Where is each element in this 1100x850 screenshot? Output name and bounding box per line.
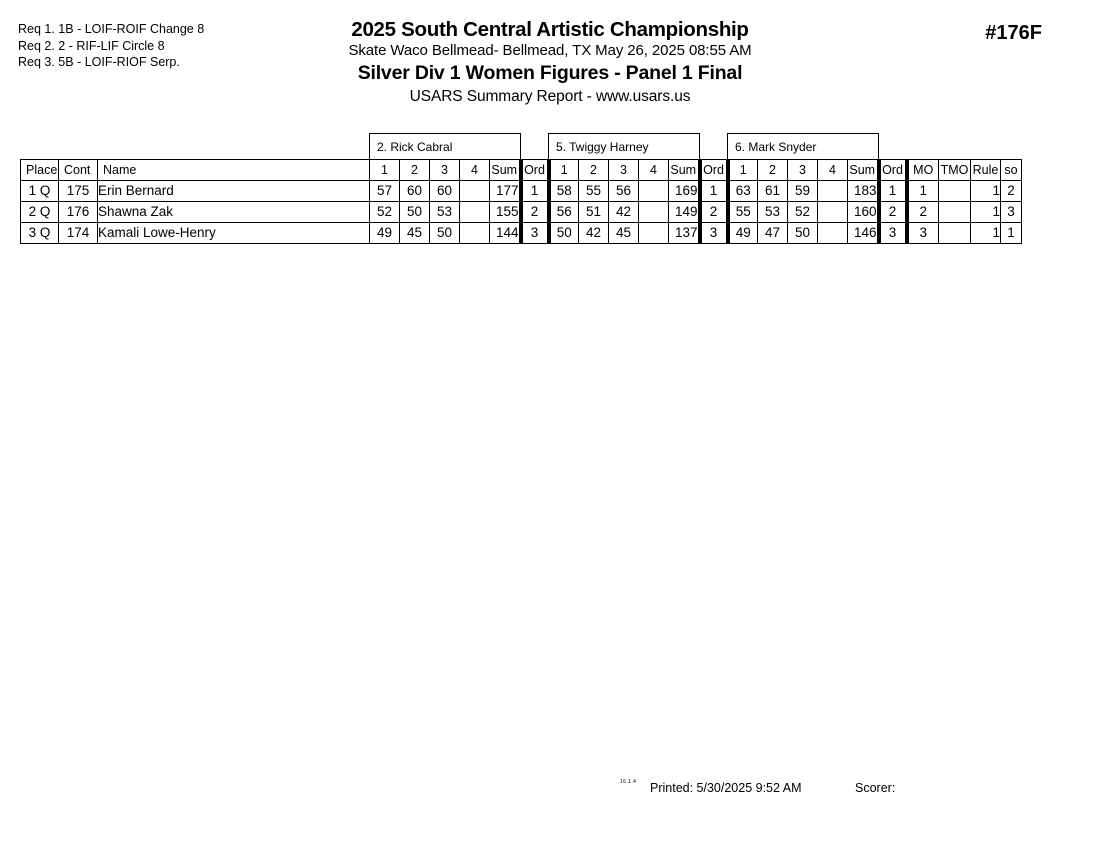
- row-place: 3 Q: [21, 223, 59, 244]
- row-name: Kamali Lowe-Henry: [98, 223, 370, 244]
- row-tmo: [939, 181, 971, 202]
- requirement-line-1: Req 1. 1B - LOIF-ROIF Change 8: [18, 22, 205, 36]
- row-so: 3: [1001, 202, 1022, 223]
- row-j3-score-1: 55: [728, 202, 758, 223]
- row-name: Shawna Zak: [98, 202, 370, 223]
- division-title: Silver Div 1 Women Figures - Panel 1 Final: [357, 62, 743, 84]
- row-j1-score-2: 50: [400, 202, 430, 223]
- header-j1-score-2: 2: [400, 160, 430, 181]
- results-table: [20, 133, 1022, 244]
- row-j3-sum: 183: [848, 181, 879, 202]
- row-tmo: [939, 223, 971, 244]
- table-row: [21, 202, 1022, 223]
- row-place: 2 Q: [21, 202, 59, 223]
- row-j2-score-4: [639, 202, 669, 223]
- table-row: [21, 223, 1022, 244]
- row-j2-score-2: 55: [579, 181, 609, 202]
- judge-header-1: 2. Rick Cabral: [370, 134, 521, 160]
- header-j3-score-1: 1: [728, 160, 758, 181]
- header-j2-score-2: 2: [579, 160, 609, 181]
- row-j3-ord: 2: [879, 202, 907, 223]
- row-j3-score-3: 52: [788, 202, 818, 223]
- row-so: 1: [1001, 223, 1022, 244]
- row-j1-sum: 155: [490, 202, 521, 223]
- venue-datetime-line: Skate Waco Bellmead- Bellmead, TX May 26, 2025 08:55 AM: [348, 42, 752, 59]
- requirement-line-3: Req 3. 5B - LOIF-RIOF Serp.: [18, 55, 180, 69]
- row-so: 2: [1001, 181, 1022, 202]
- header-j3-ord: Ord: [879, 160, 907, 181]
- row-j2-score-3: 56: [609, 181, 639, 202]
- row-j3-score-3: 50: [788, 223, 818, 244]
- header-j2-ord: Ord: [700, 160, 728, 181]
- header-rule: Rule: [971, 160, 1001, 181]
- row-j3-score-2: 47: [758, 223, 788, 244]
- row-j2-score-3: 42: [609, 202, 639, 223]
- row-j2-sum: 149: [669, 202, 700, 223]
- event-number: #176F: [985, 22, 1042, 44]
- row-j3-score-4: [818, 181, 848, 202]
- row-rule: 1: [971, 202, 1001, 223]
- judge-band-gap-2: [700, 134, 728, 160]
- row-j3-score-3: 59: [788, 181, 818, 202]
- row-j3-score-2: 53: [758, 202, 788, 223]
- column-header-row: [21, 160, 1022, 181]
- row-j2-score-1: 58: [549, 181, 579, 202]
- row-j1-ord: 2: [521, 202, 549, 223]
- row-j2-score-2: 51: [579, 202, 609, 223]
- row-mo: 2: [907, 202, 939, 223]
- row-rule: 1: [971, 223, 1001, 244]
- row-j2-ord: 2: [700, 202, 728, 223]
- header-j2-sum: Sum: [669, 160, 700, 181]
- row-j1-sum: 144: [490, 223, 521, 244]
- row-j1-score-1: 52: [370, 202, 400, 223]
- judge-band-spacer-left: [21, 134, 370, 160]
- judge-header-2: 5. Twiggy Harney: [549, 134, 700, 160]
- report-source-line: USARS Summary Report - www.usars.us: [409, 88, 691, 105]
- header-j2-score-1: 1: [549, 160, 579, 181]
- printed-timestamp: Printed: 5/30/2025 9:52 AM: [650, 781, 802, 795]
- row-j1-sum: 177: [490, 181, 521, 202]
- header-j2-score-4: 4: [639, 160, 669, 181]
- header-j2-score-3: 3: [609, 160, 639, 181]
- row-j1-score-1: 57: [370, 181, 400, 202]
- row-j2-score-2: 42: [579, 223, 609, 244]
- table-row: [21, 181, 1022, 202]
- row-j1-score-2: 60: [400, 181, 430, 202]
- row-j1-score-4: [460, 181, 490, 202]
- requirement-line-2: Req 2. 2 - RIF-LIF Circle 8: [18, 38, 165, 53]
- row-j3-sum: 146: [848, 223, 879, 244]
- row-j1-score-3: 53: [430, 202, 460, 223]
- header-so: so: [1001, 160, 1022, 181]
- row-j1-score-3: 60: [430, 181, 460, 202]
- row-j2-sum: 169: [669, 181, 700, 202]
- row-cont: 175: [59, 181, 98, 202]
- row-j1-score-2: 45: [400, 223, 430, 244]
- scorer-label: Scorer:: [855, 781, 896, 795]
- row-j2-score-3: 45: [609, 223, 639, 244]
- row-j2-score-4: [639, 181, 669, 202]
- header-tmo: TMO: [939, 160, 971, 181]
- row-cont: 176: [59, 202, 98, 223]
- header-j1-sum: Sum: [490, 160, 521, 181]
- header-j1-score-3: 3: [430, 160, 460, 181]
- header-j3-score-3: 3: [788, 160, 818, 181]
- row-rule: 1: [971, 181, 1001, 202]
- judge-header-3: 6. Mark Snyder: [728, 134, 879, 160]
- row-mo: 1: [907, 181, 939, 202]
- header-cont: Cont: [59, 160, 98, 181]
- row-j1-score-4: [460, 223, 490, 244]
- row-j3-score-4: [818, 223, 848, 244]
- row-j2-score-4: [639, 223, 669, 244]
- row-j3-score-4: [818, 202, 848, 223]
- row-place: 1 Q: [21, 181, 59, 202]
- row-j1-score-4: [460, 202, 490, 223]
- row-j3-sum: 160: [848, 202, 879, 223]
- row-j3-score-1: 49: [728, 223, 758, 244]
- row-j2-ord: 3: [700, 223, 728, 244]
- row-j3-ord: 1: [879, 181, 907, 202]
- results-table-container: [20, 133, 1022, 244]
- row-j1-ord: 3: [521, 223, 549, 244]
- report-header: [0, 18, 1100, 107]
- header-name: Name: [98, 160, 370, 181]
- header-j3-sum: Sum: [848, 160, 879, 181]
- header-j1-score-1: 1: [370, 160, 400, 181]
- header-j1-score-4: 4: [460, 160, 490, 181]
- row-cont: 174: [59, 223, 98, 244]
- header-j3-score-2: 2: [758, 160, 788, 181]
- row-j3-ord: 3: [879, 223, 907, 244]
- judge-band-row: [21, 134, 1022, 160]
- row-j2-score-1: 56: [549, 202, 579, 223]
- header-j1-ord: Ord: [521, 160, 549, 181]
- header-mo: MO: [907, 160, 939, 181]
- row-j2-ord: 1: [700, 181, 728, 202]
- row-tmo: [939, 202, 971, 223]
- row-mo: 3: [907, 223, 939, 244]
- judge-band-gap-1: [521, 134, 549, 160]
- row-j2-score-1: 50: [549, 223, 579, 244]
- version-label: 16.1.4: [620, 779, 637, 785]
- row-j3-score-2: 61: [758, 181, 788, 202]
- row-j1-score-1: 49: [370, 223, 400, 244]
- header-place: Place: [21, 160, 59, 181]
- row-j1-score-3: 50: [430, 223, 460, 244]
- event-title: 2025 South Central Artistic Championship: [351, 18, 749, 41]
- row-j1-ord: 1: [521, 181, 549, 202]
- row-name: Erin Bernard: [98, 181, 370, 202]
- row-j2-sum: 137: [669, 223, 700, 244]
- header-j3-score-4: 4: [818, 160, 848, 181]
- judge-band-spacer-right: [879, 134, 1022, 160]
- row-j3-score-1: 63: [728, 181, 758, 202]
